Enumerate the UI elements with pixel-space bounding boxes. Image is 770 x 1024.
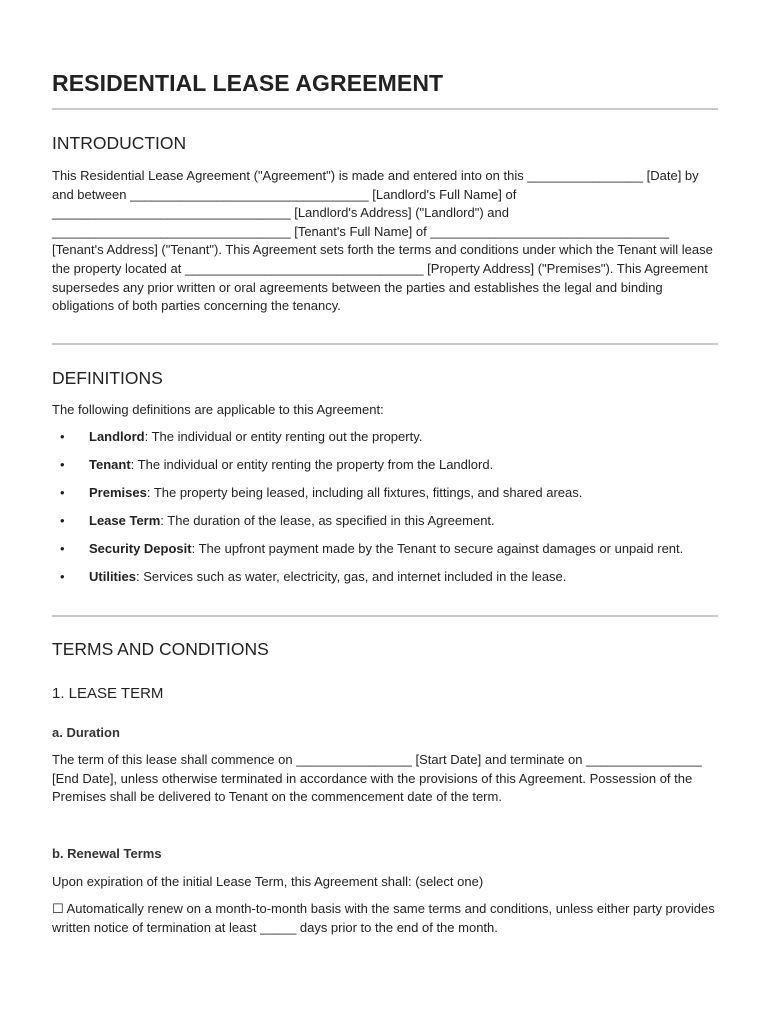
definition-term: Landlord [89,429,145,444]
document-title: RESIDENTIAL LEASE AGREEMENT [52,70,444,96]
definition-text: : The upfront payment made by the Tenant to secure against damages or unpaid rent. [191,540,684,556]
terms-heading: TERMS AND CONDITIONS [52,639,269,659]
lease-term-heading: 1. LEASE TERM [52,685,164,702]
duration-paragraph: The term of this lease shall commence on ________________ [Start Date] and terminate on ________________ [End Date], unless otherwise terminated in accordance with the provisions of this Agreement. Possession of the Premises shall be delivered to Tenant on the commencement date of the term. [52,752,702,805]
definition-item-security-deposit [52,540,704,559]
bullet-icon: • [60,456,65,472]
definition-term: Premises [89,484,147,500]
definition-text: : Services such as water, electricity, gas, and internet included in the lease. [135,568,567,584]
definition-item-utilities [52,568,718,587]
renewal-heading: b. Renewal Terms [52,846,162,861]
renewal-option-auto: ☐ Automatically renew on a month-to-month basis with the same terms and conditions, unless either party provides written notice of termination at least _____ days prior to the end of the month. [52,901,715,935]
definition-term: Lease Term [89,512,161,528]
bullet-icon: • [60,484,65,500]
introduction-paragraph: This Residential Lease Agreement ("Agreement") is made and entered into on this ________________ [Date] by and between _________________________________ [Landlord's Full Name] of _________________________________ [Landlord's Address] ("Landlord") and _________________________________ [Tenant's Full Name] of _________________________________ [Tenant's Address] ("Tenant"). This Agreement sets forth the terms and conditions under which the Tenant will lease the property located at _________________________________ [Property Address] ("Premises"). This Agreement supersedes any prior written or oral agreements between the parties and establishes the legal and binding obligations of both parties concerning the tenancy. [52,168,713,314]
definitions-heading: DEFINITIONS [52,368,163,388]
introduction-heading: INTRODUCTION [52,133,187,153]
definition-item-landlord [52,428,718,447]
definition-item-tenant [52,456,718,475]
definition-term: Utilities [89,568,136,584]
bullet-icon: • [60,429,65,444]
duration-heading: a. Duration [52,725,120,740]
definition-term: Tenant [89,456,131,472]
definition-text: : The property being leased, including all fixtures, fittings, and shared areas. [146,484,583,500]
definitions-list [52,428,718,587]
definition-term: Security Deposit [89,540,192,556]
definitions-intro: The following definitions are applicable to this Agreement: [52,402,384,417]
definition-text: : The duration of the lease, as specified in this Agreement. [160,512,495,528]
renewal-intro: Upon expiration of the initial Lease Term, this Agreement shall: (select one) [52,874,484,889]
title-divider [52,108,718,110]
definition-text: : The individual or entity renting the property from the Landlord. [130,456,494,472]
definition-item-lease-term [52,512,718,531]
introduction-divider [52,343,718,345]
definitions-divider [52,615,718,617]
definition-text: : The individual or entity renting out the property. [144,429,423,444]
bullet-icon: • [60,540,65,556]
definition-item-premises [52,484,718,503]
bullet-icon: • [60,568,65,584]
bullet-icon: • [60,512,65,528]
